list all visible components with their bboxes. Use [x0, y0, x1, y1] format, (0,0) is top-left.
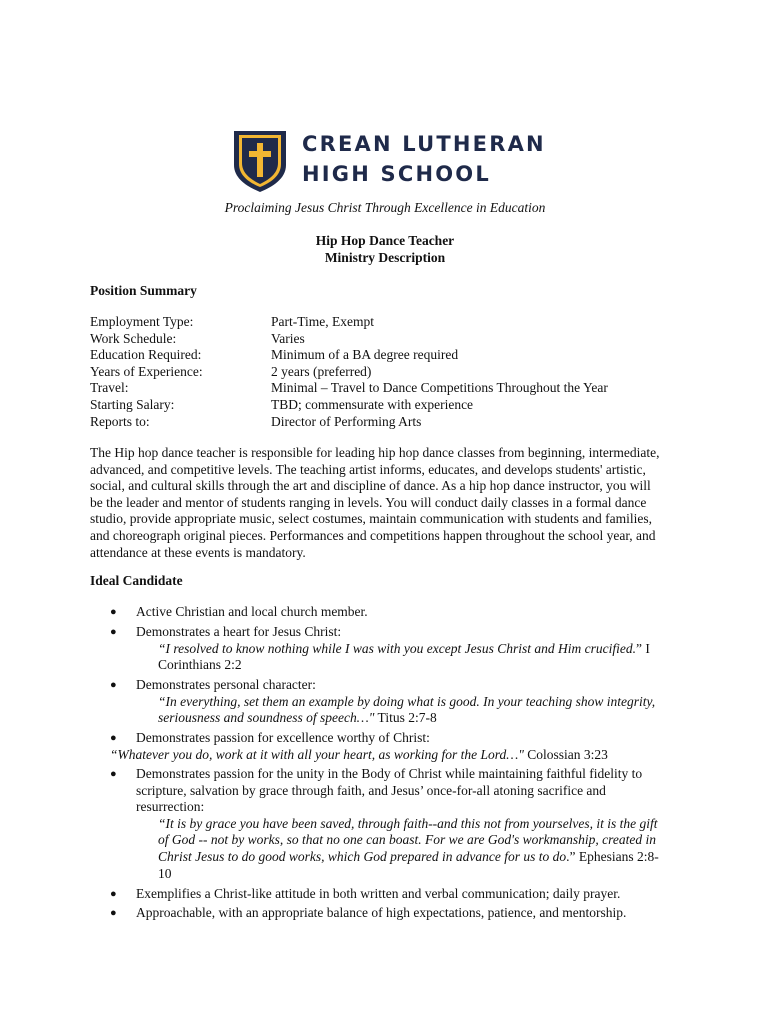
school-name-line2: HIGH SCHOOL [302, 162, 491, 186]
position-summary-heading: Position Summary [90, 283, 197, 298]
quote-text: seriousness and soundness of speech…" [158, 710, 375, 726]
quote-text: “In everything, set them an example by doing what is good. In your teaching show integrity, [158, 693, 656, 709]
quote-reference: ” I [635, 640, 650, 656]
school-logo [232, 129, 552, 193]
bullet-text: Active Christian and local church member. [136, 604, 368, 619]
quote-text: Christ Jesus to do good works, which God prepared in advance for us to do [158, 848, 567, 864]
quote-text: “I resolved to know nothing while I was with you except Jesus Christ and Him crucified. [158, 640, 636, 656]
quote-text: “It is by grace you have been saved, through faith--and this not from yourselves, it is the gift [158, 815, 658, 831]
summary-value: Part-Time, Exempt [271, 314, 374, 329]
bullet-text: Demonstrates personal character: [136, 677, 316, 692]
paragraph-line: social, and cultural skills through the art and discipline of dance. As a hip hop dance instructor, you will [90, 478, 651, 494]
paragraph-line: attendance at these events is mandatory. [90, 544, 306, 560]
list-item [90, 677, 690, 730]
summary-label: Starting Salary: [90, 396, 175, 412]
bullet-text: Approachable, with an appropriate balance of high expectations, patience, and mentorship. [136, 905, 627, 920]
quote-reference: 10 [158, 865, 172, 881]
role-description [90, 445, 690, 561]
tagline: Proclaiming Jesus Christ Through Excellence in Education [224, 200, 546, 215]
paragraph-line: studio, provide appropriate music, select costumes, maintain communication with students and families, [90, 511, 653, 527]
bullet-text: Exemplifies a Christ-like attitude in both written and verbal communication; daily prayer. [136, 886, 621, 901]
summary-label: Education Required: [90, 347, 202, 363]
job-title: Hip Hop Dance Teacher [315, 233, 455, 248]
summary-label: Work Schedule: [90, 330, 177, 346]
summary-value: 2 years (preferred) [271, 363, 372, 379]
bullet-text: resurrection: [136, 799, 205, 815]
paragraph-line: advanced, and competitive levels. The teaching artist informs, educates, and develops students' artistic, [90, 461, 646, 477]
scripture-quote [136, 849, 690, 866]
quote-reference: .” Ephesians 2:8- [566, 848, 659, 864]
paragraph-line: and choreograph original pieces. Performances and competitions happen throughout the school year, and [90, 527, 656, 543]
quote-reference: Corinthians 2:2 [158, 657, 242, 673]
list-item [90, 905, 690, 924]
school-name-line1: CREAN LUTHERAN [302, 132, 546, 156]
quote-text: “Whatever you do, work at it with all your heart, as working for the Lord…" [110, 746, 524, 762]
summary-value: TBD; commensurate with experience [271, 396, 474, 412]
quote-text: of God -- not by works, so that no one can boast. For we are God's workmanship, created in [158, 832, 656, 848]
summary-value: Director of Performing Arts [271, 413, 422, 429]
bullet-text: Demonstrates a heart for Jesus Christ: [136, 624, 342, 639]
bullet-icon: ● [110, 679, 117, 691]
bullet-text: Demonstrates passion for the unity in the Body of Christ while maintaining faithful fidelity to [136, 766, 643, 781]
summary-label: Employment Type: [90, 314, 194, 329]
quote-reference: Titus 2:7-8 [374, 710, 437, 726]
cross-shield-icon [232, 129, 288, 193]
summary-label: Years of Experience: [90, 363, 203, 379]
paragraph-line: be the leader and mentor of students ranging in levels. You will conduct daily classes in a formal dance [90, 494, 647, 510]
list-item [90, 624, 690, 677]
document-subtitle: Ministry Description [324, 250, 446, 265]
bullet-icon: ● [110, 732, 117, 744]
bullet-text: Demonstrates passion for excellence worthy of Christ: [136, 730, 430, 745]
ideal-candidate-list [90, 604, 690, 924]
bullet-icon: ● [110, 606, 117, 618]
scripture-quote [136, 710, 690, 727]
list-item [90, 730, 690, 766]
ideal-candidate-heading: Ideal Candidate [90, 573, 183, 588]
bullet-icon: ● [110, 888, 117, 900]
list-item [90, 886, 690, 905]
summary-label: Travel: [90, 380, 129, 396]
quote-reference: Colossian 3:23 [523, 746, 608, 762]
bullet-icon: ● [110, 626, 117, 638]
summary-value: Varies [271, 330, 305, 346]
bullet-icon: ● [110, 768, 117, 780]
paragraph-line: The Hip hop dance teacher is responsible for leading hip hop dance classes from beginning, intermediate, [90, 445, 660, 460]
summary-value: Minimum of a BA degree required [271, 347, 459, 363]
summary-value: Minimal – Travel to Dance Competitions Throughout the Year [271, 380, 608, 396]
list-item [90, 766, 690, 886]
scripture-quote [108, 747, 690, 764]
scripture-quote [136, 641, 690, 658]
summary-label: Reports to: [90, 413, 150, 429]
bullet-icon: ● [110, 907, 117, 919]
bullet-text: scripture, salvation by grace through faith, and Jesus’ once-for-all atoning sacrifice and [136, 782, 606, 798]
list-item [90, 604, 690, 624]
